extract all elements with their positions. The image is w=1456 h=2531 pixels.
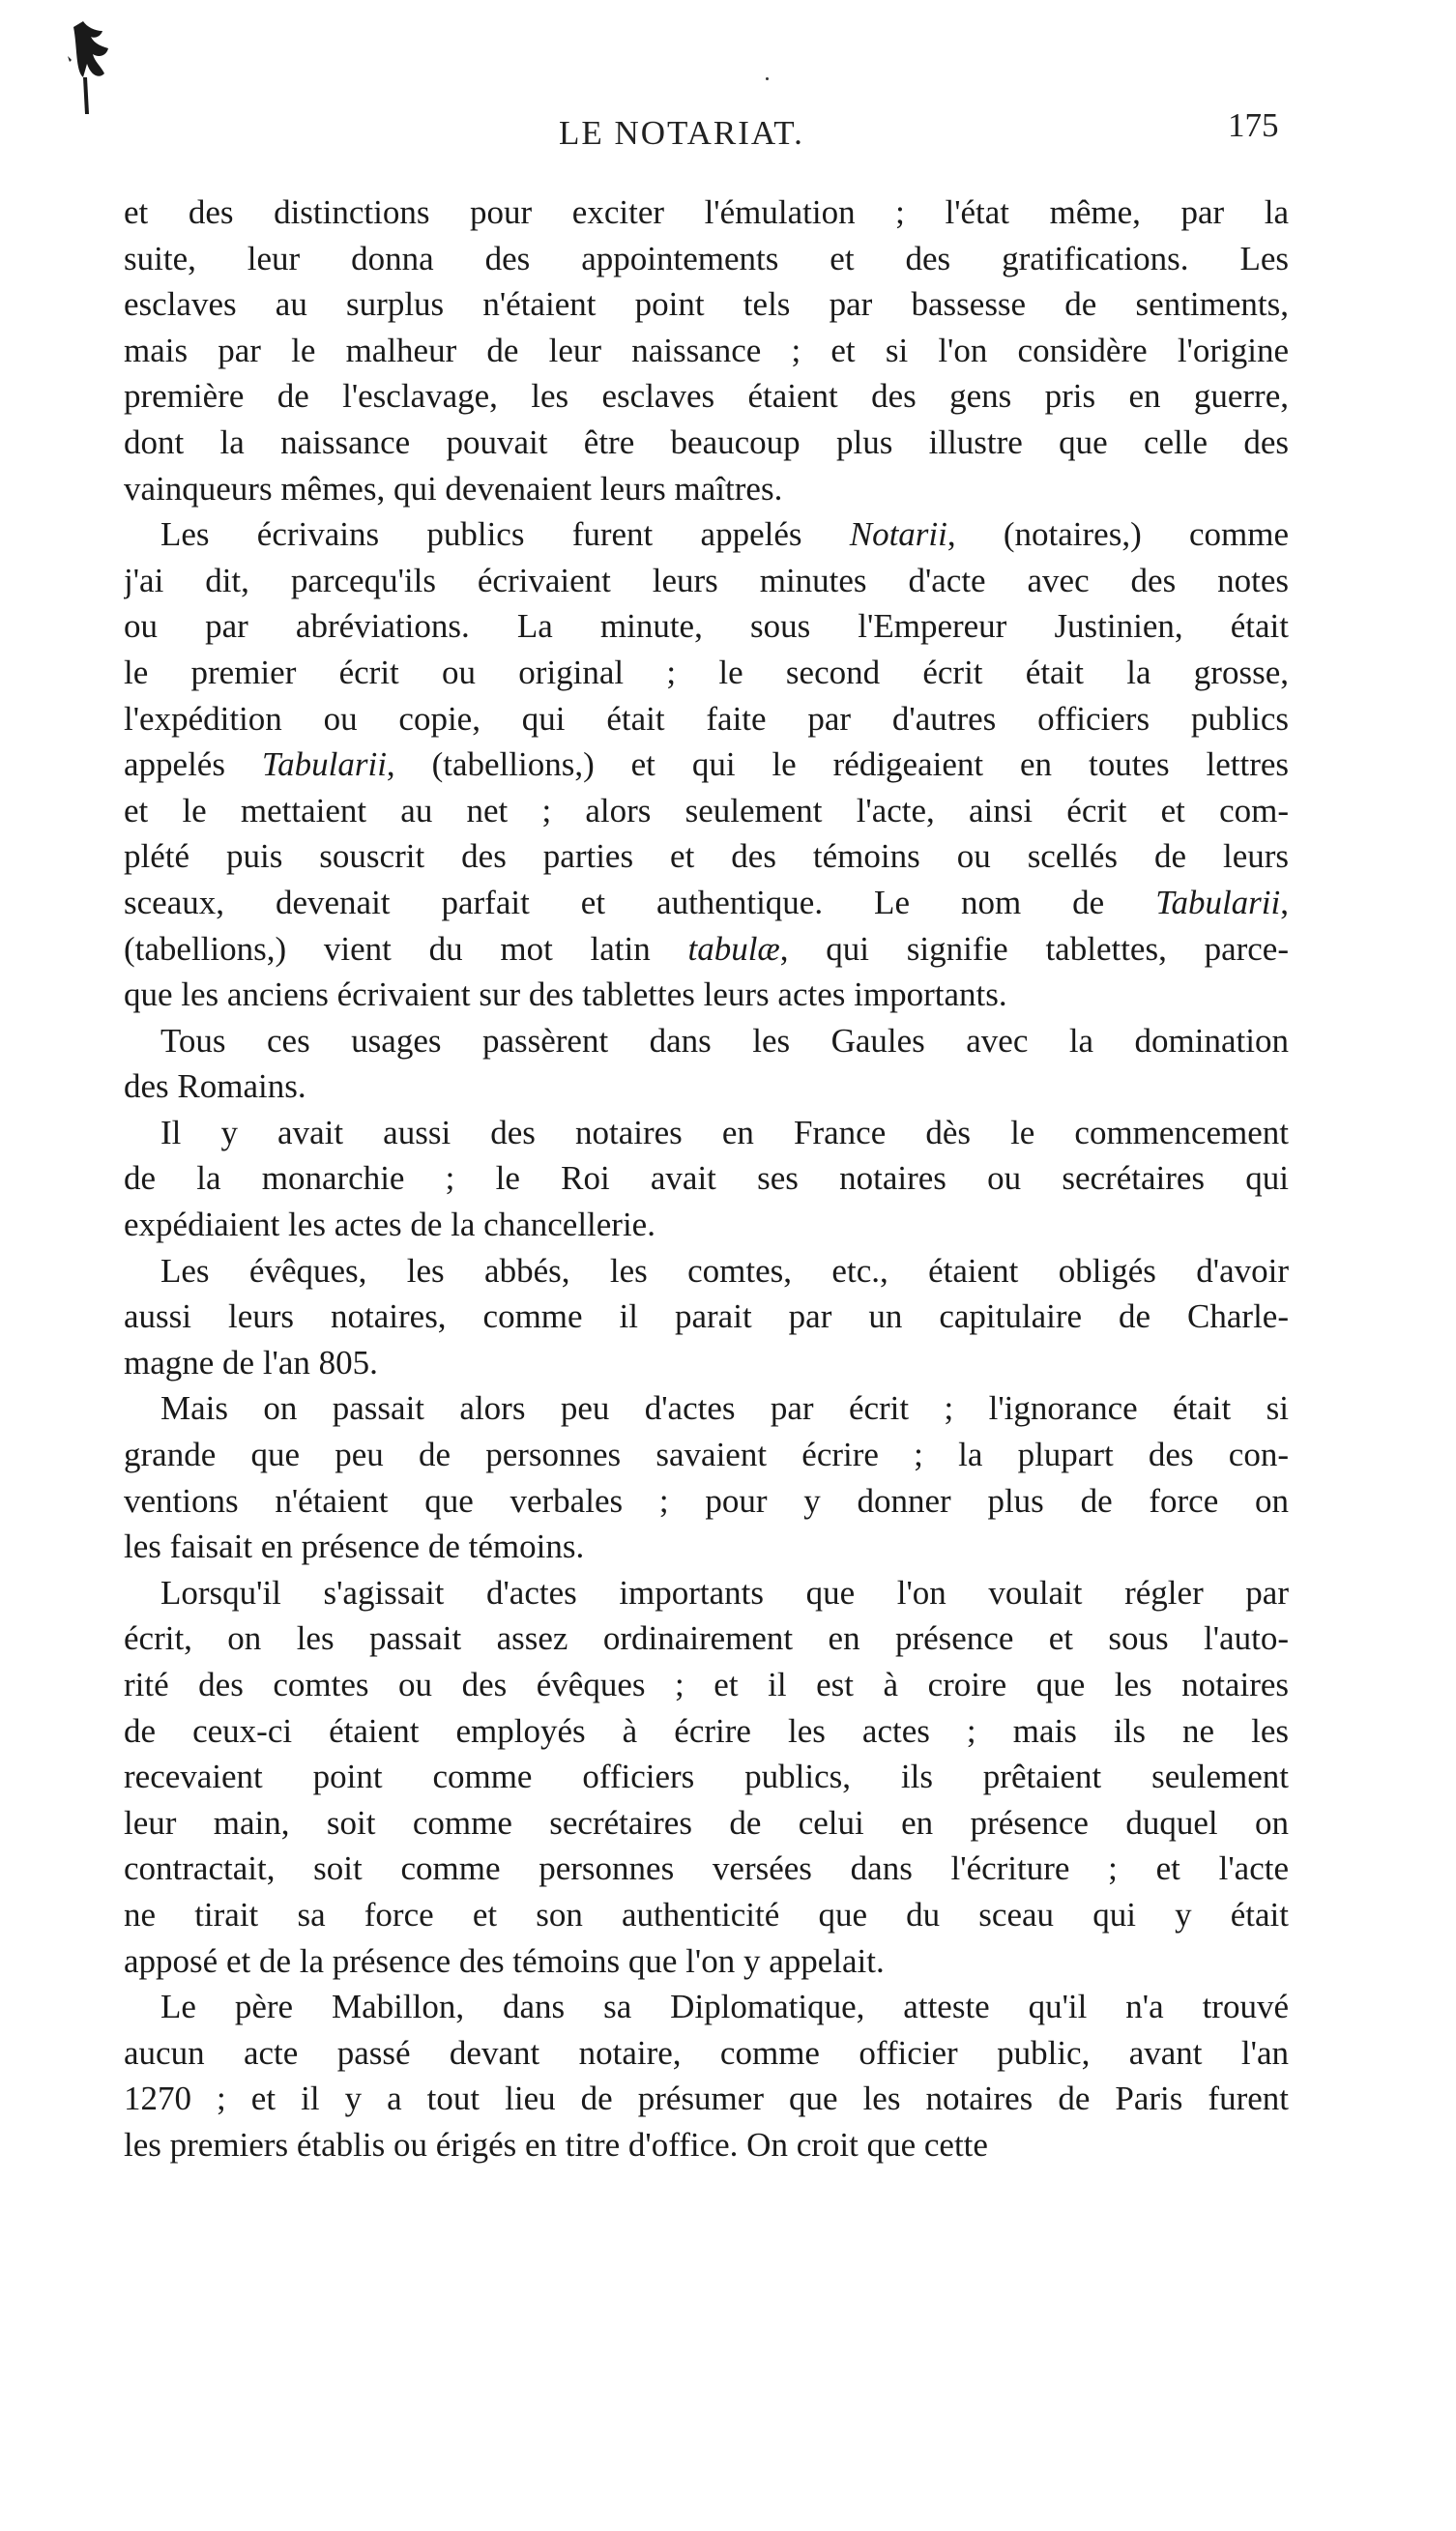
text-line: Il y avait aussi des notaires en France dès le commencement	[160, 1113, 1289, 1151]
text-line: Tous ces usages passèrent dans les Gaules avec la domination	[160, 1021, 1289, 1060]
text-line: écrit, on les passait assez ordinairement en présence et sous l'auto-	[124, 1619, 1289, 1658]
text-line: le premier écrit ou original ; le second écrit était la grosse,	[124, 653, 1289, 691]
text-line: grande que peu de personnes savaient écrire ; la plupart des con-	[124, 1436, 1289, 1474]
text-line: ou par abréviations. La minute, sous l'Empereur Justinien, était	[124, 607, 1289, 646]
paragraph	[124, 1018, 1289, 1110]
text-line: aussi leurs notaires, comme il parait par un capitulaire de Charle-	[124, 1297, 1289, 1336]
text-line: 1270 ; et il y a tout lieu de présumer que les notaires de Paris furent	[124, 2080, 1289, 2118]
italic-term: Notarii	[849, 515, 947, 554]
text-line: Mais on passait alors peu d'actes par écrit ; l'ignorance était si	[160, 1389, 1289, 1428]
text-line: plété puis souscrit des parties et des témoins ou scellés de leurs	[124, 837, 1289, 876]
text-line: apposé et de la présence des témoins que l'on y appelait.	[124, 1941, 885, 1980]
text-line: sceaux, devenait parfait et authentique. Le nom de Tabularii,	[124, 883, 1289, 921]
paragraph	[124, 189, 1289, 511]
text-line: de ceux-ci étaient employés à écrire les actes ; mais ils ne les	[124, 1711, 1289, 1750]
text-line: que les anciens écrivaient sur des tablettes leurs actes importants.	[124, 975, 1007, 1014]
paragraph	[124, 1248, 1289, 1386]
text-line: Les évêques, les abbés, les comtes, etc., étaient obligés d'avoir	[160, 1251, 1289, 1290]
text-line: Les écrivains publics furent appelés Notarii, (notaires,) comme	[160, 515, 1289, 554]
italic-term: Tabularii	[1155, 883, 1281, 921]
paragraph	[124, 1984, 1289, 2167]
text-line: première de l'esclavage, les esclaves étaient des gens pris en guerre,	[124, 377, 1289, 416]
body-text	[124, 189, 1289, 2168]
ink-speck	[766, 77, 769, 80]
text-line: recevaient point comme officiers publics, ils prêtaient seulement	[124, 1758, 1289, 1796]
text-line: magne de l'an 805.	[124, 1343, 378, 1382]
paragraph	[124, 1110, 1289, 1248]
italic-term: Tabularii	[261, 745, 387, 784]
text-line: mais par le malheur de leur naissance ; et si l'on considère l'origine	[124, 331, 1289, 369]
text-line: vainqueurs mêmes, qui devenaient leurs maîtres.	[124, 469, 783, 508]
text-line: Le père Mabillon, dans sa Diplomatique, atteste qu'il n'a trouvé	[160, 1988, 1289, 2026]
text-line: expédiaient les actes de la chancellerie.	[124, 1206, 655, 1244]
paragraph	[124, 1385, 1289, 1569]
text-line: les premiers établis ou érigés en titre d'office. On croit que cette	[124, 2125, 988, 2164]
text-line: suite, leur donna des appointements et des gratifications. Les	[124, 239, 1289, 277]
text-line: les faisait en présence de témoins.	[124, 1527, 585, 1566]
page-number: 175	[1228, 106, 1279, 144]
text-line: (tabellions,) vient du mot latin tabulæ, qui signifie tablettes, parce-	[124, 929, 1289, 968]
text-line: contractait, soit comme personnes versées dans l'écriture ; et l'acte	[124, 1849, 1289, 1888]
text-line: dont la naissance pouvait être beaucoup plus illustre que celle des	[124, 422, 1289, 461]
italic-term: tabulæ	[687, 929, 780, 968]
text-line: j'ai dit, parcequ'ils écrivaient leurs minutes d'acte avec des notes	[124, 561, 1289, 599]
text-line: aucun acte passé devant notaire, comme officier public, avant l'an	[124, 2033, 1289, 2072]
text-line: appelés Tabularii, (tabellions,) et qui le rédigeaient en toutes lettres	[124, 745, 1289, 784]
text-line: l'expédition ou copie, qui était faite par d'autres officiers publics	[124, 699, 1289, 738]
text-line: leur main, soit comme secrétaires de celui en présence duquel on	[124, 1803, 1289, 1842]
text-line: esclaves au surplus n'étaient point tels par bassesse de sentiments,	[124, 285, 1289, 324]
text-line: ne tirait sa force et son authenticité que du sceau qui y était	[124, 1895, 1289, 1934]
text-line: et des distinctions pour exciter l'émulation ; l'état même, par la	[124, 193, 1289, 231]
text-line: rité des comtes ou des évêques ; et il est à croire que les notaires	[124, 1666, 1289, 1703]
text-line: de la monarchie ; le Roi avait ses notaires ou secrétaires qui	[124, 1159, 1289, 1198]
printer-ornament-icon	[66, 17, 133, 124]
paragraph	[124, 511, 1289, 1018]
running-title: LE NOTARIAT.	[559, 114, 804, 152]
paragraph	[124, 1570, 1289, 1984]
text-line: Lorsqu'il s'agissait d'actes importants que l'on voulait régler par	[160, 1573, 1289, 1612]
text-line: et le mettaient au net ; alors seulement l'acte, ainsi écrit et com-	[124, 791, 1289, 829]
text-line: ventions n'étaient que verbales ; pour y donner plus de force on	[124, 1481, 1289, 1520]
text-line: des Romains.	[124, 1067, 306, 1106]
